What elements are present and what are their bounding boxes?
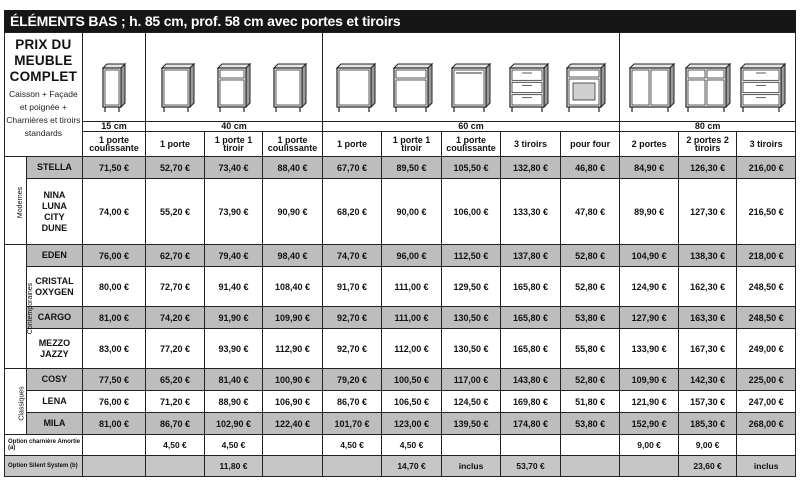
- price-cell: 73,40 €: [204, 157, 263, 179]
- price-cell: 268,00 €: [737, 413, 796, 435]
- section-label-cell: [5, 245, 35, 369]
- corner-info: [5, 33, 83, 157]
- price-cell: 71,50 €: [82, 157, 146, 179]
- price-cell: 83,00 €: [82, 329, 146, 369]
- price-cell: 96,00 €: [382, 245, 442, 267]
- option-price-cell: 14,70 €: [382, 456, 442, 477]
- option-row: [5, 435, 796, 456]
- price-cell: 139,50 €: [441, 413, 501, 435]
- width-row: [5, 122, 796, 132]
- price-cell: 74,70 €: [322, 245, 382, 267]
- model-name: LENA: [27, 391, 83, 413]
- price-cell: 129,50 €: [441, 267, 501, 307]
- section-label: Classiques: [18, 385, 26, 421]
- price-cell: 91,40 €: [204, 267, 263, 307]
- price-cell: 100,50 €: [382, 369, 442, 391]
- model-row: [5, 179, 796, 245]
- section-label-cell: [5, 369, 27, 435]
- price-cell: 79,20 €: [322, 369, 382, 391]
- option-price-cell: [560, 456, 620, 477]
- price-cell: 142,30 €: [678, 369, 737, 391]
- price-cell: 86,70 €: [322, 391, 382, 413]
- price-cell: 165,80 €: [501, 329, 561, 369]
- model-name: COSY: [27, 369, 83, 391]
- price-cell: 108,40 €: [263, 267, 323, 307]
- price-cell: 104,90 €: [620, 245, 679, 267]
- option-label: Option Silent System (b): [5, 456, 83, 477]
- option-price-cell: 4,50 €: [146, 435, 205, 456]
- price-cell: 80,00 €: [82, 267, 146, 307]
- price-cell: 111,00 €: [382, 267, 442, 307]
- cabinet-sliding-narrow-icon: [102, 63, 126, 113]
- option-price-cell: [82, 435, 146, 456]
- cabinet-2-doors-icon: [629, 63, 675, 113]
- model-row: [5, 245, 796, 267]
- price-cell: 225,00 €: [737, 369, 796, 391]
- price-cell: 216,00 €: [737, 157, 796, 179]
- variant-label: 1 porte 1 tiroir: [382, 132, 442, 157]
- corner-heading: PRIX DU MEUBLE COMPLET: [9, 37, 78, 84]
- width-group-0: [82, 33, 146, 122]
- price-cell: 216,50 €: [737, 179, 796, 245]
- option-label: Option charnière Amortie (a): [5, 435, 83, 456]
- price-cell: 162,30 €: [678, 267, 737, 307]
- variant-label: 1 porte coulissante: [441, 132, 501, 157]
- price-cell: 130,50 €: [441, 307, 501, 329]
- price-cell: 248,50 €: [737, 307, 796, 329]
- price-cell: 109,90 €: [620, 369, 679, 391]
- model-row: [5, 369, 796, 391]
- price-cell: 123,00 €: [382, 413, 442, 435]
- price-cell: 76,00 €: [82, 245, 146, 267]
- variant-label: 3 tiroirs: [737, 132, 796, 157]
- option-price-cell: [146, 456, 205, 477]
- price-cell: 157,30 €: [678, 391, 737, 413]
- option-price-cell: [263, 456, 323, 477]
- price-cell: 55,20 €: [146, 179, 205, 245]
- price-cell: 165,80 €: [501, 307, 561, 329]
- price-cell: 138,30 €: [678, 245, 737, 267]
- variant-label: 1 porte coulissante: [263, 132, 323, 157]
- price-cell: 90,90 €: [263, 179, 323, 245]
- price-cell: 126,30 €: [678, 157, 737, 179]
- variant-label: 1 porte coulissante: [82, 132, 146, 157]
- price-cell: 124,90 €: [620, 267, 679, 307]
- price-cell: 105,50 €: [441, 157, 501, 179]
- variant-label: pour four: [560, 132, 620, 157]
- price-cell: 88,90 €: [204, 391, 263, 413]
- cabinet-2-doors-2-drawers-icon: [685, 63, 731, 113]
- price-cell: 62,70 €: [146, 245, 205, 267]
- price-cell: 89,50 €: [382, 157, 442, 179]
- option-price-cell: [263, 435, 323, 456]
- price-cell: 77,50 €: [82, 369, 146, 391]
- price-cell: 55,80 €: [560, 329, 620, 369]
- price-cell: 109,90 €: [263, 307, 323, 329]
- model-name: CRISTAL OXYGEN: [27, 267, 83, 307]
- cabinet-1-door-icon: [161, 63, 195, 113]
- width-group-3: [620, 33, 796, 122]
- option-price-cell: 9,00 €: [678, 435, 737, 456]
- price-cell: 112,50 €: [441, 245, 501, 267]
- price-cell: 127,90 €: [620, 307, 679, 329]
- price-cell: 74,00 €: [82, 179, 146, 245]
- price-cell: 106,90 €: [263, 391, 323, 413]
- variant-label: 1 porte: [146, 132, 205, 157]
- price-cell: 84,90 €: [620, 157, 679, 179]
- price-table: [4, 32, 796, 477]
- cabinet-1-door-1-drawer-icon: [393, 63, 433, 113]
- option-price-cell: [501, 435, 561, 456]
- width-label: 80 cm: [620, 122, 796, 132]
- price-cell: 133,30 €: [501, 179, 561, 245]
- model-row: [5, 307, 796, 329]
- price-cell: 89,90 €: [620, 179, 679, 245]
- cabinet-3-drawers-icon: [740, 63, 786, 113]
- model-row: [5, 329, 796, 369]
- cabinet-oven-icon: [566, 63, 606, 113]
- variant-label: 1 porte 1 tiroir: [204, 132, 263, 157]
- price-cell: 52,80 €: [560, 267, 620, 307]
- price-cell: 53,80 €: [560, 413, 620, 435]
- price-cell: 73,90 €: [204, 179, 263, 245]
- width-label: 15 cm: [82, 122, 146, 132]
- price-cell: 52,70 €: [146, 157, 205, 179]
- width-group-1: [146, 33, 323, 122]
- option-price-cell: 9,00 €: [620, 435, 679, 456]
- price-cell: 91,70 €: [322, 267, 382, 307]
- price-cell: 218,00 €: [737, 245, 796, 267]
- option-price-cell: 53,70 €: [501, 456, 561, 477]
- option-row: [5, 456, 796, 477]
- price-cell: 165,80 €: [501, 267, 561, 307]
- option-price-cell: 4,50 €: [204, 435, 263, 456]
- price-cell: 102,90 €: [204, 413, 263, 435]
- option-price-cell: inclus: [737, 456, 796, 477]
- option-price-cell: [737, 435, 796, 456]
- price-cell: 77,20 €: [146, 329, 205, 369]
- page-title: ÉLÉMENTS BAS ; h. 85 cm, prof. 58 cm avec portes et tiroirs: [4, 10, 796, 32]
- cabinet-3-drawers-icon: [509, 63, 549, 113]
- price-cell: 163,30 €: [678, 307, 737, 329]
- price-cell: 91,90 €: [204, 307, 263, 329]
- option-price-cell: 4,50 €: [382, 435, 442, 456]
- price-cell: 122,40 €: [263, 413, 323, 435]
- price-cell: 133,90 €: [620, 329, 679, 369]
- price-cell: 132,80 €: [501, 157, 561, 179]
- price-cell: 88,40 €: [263, 157, 323, 179]
- price-cell: 247,00 €: [737, 391, 796, 413]
- cabinet-1-door-1-drawer-icon: [217, 63, 251, 113]
- price-cell: 249,00 €: [737, 329, 796, 369]
- price-cell: 106,00 €: [441, 179, 501, 245]
- corner-description: Caisson + Façade et poignée + Charnières et tiroirs standards: [6, 89, 81, 138]
- price-cell: 106,50 €: [382, 391, 442, 413]
- section-label: Modernes: [17, 186, 25, 218]
- cabinet-sliding-icon: [451, 63, 491, 113]
- price-cell: 101,70 €: [322, 413, 382, 435]
- variant-label: 1 porte: [322, 132, 382, 157]
- price-cell: 72,70 €: [146, 267, 205, 307]
- model-name: STELLA: [27, 157, 83, 179]
- model-name: MILA: [27, 413, 83, 435]
- price-cell: 112,90 €: [263, 329, 323, 369]
- price-cell: 248,50 €: [737, 267, 796, 307]
- model-row: [5, 391, 796, 413]
- price-cell: 174,80 €: [501, 413, 561, 435]
- option-price-cell: [322, 456, 382, 477]
- price-cell: 100,90 €: [263, 369, 323, 391]
- price-cell: 93,90 €: [204, 329, 263, 369]
- price-cell: 92,70 €: [322, 329, 382, 369]
- price-cell: 67,70 €: [322, 157, 382, 179]
- price-cell: 112,00 €: [382, 329, 442, 369]
- price-cell: 130,50 €: [441, 329, 501, 369]
- price-cell: 76,00 €: [82, 391, 146, 413]
- option-price-cell: 11,80 €: [204, 456, 263, 477]
- price-cell: 90,00 €: [382, 179, 442, 245]
- model-row: [5, 267, 796, 307]
- model-name: NINA LUNA CITY DUNE: [27, 179, 83, 245]
- price-cell: 52,80 €: [560, 245, 620, 267]
- variant-label: 3 tiroirs: [501, 132, 561, 157]
- cabinet-sliding-icon: [273, 63, 307, 113]
- price-cell: 124,50 €: [441, 391, 501, 413]
- price-cell: 92,70 €: [322, 307, 382, 329]
- variant-label: 2 portes: [620, 132, 679, 157]
- option-price-cell: 23,60 €: [678, 456, 737, 477]
- price-cell: 117,00 €: [441, 369, 501, 391]
- price-cell: 81,40 €: [204, 369, 263, 391]
- price-cell: 46,80 €: [560, 157, 620, 179]
- width-label: 40 cm: [146, 122, 323, 132]
- price-cell: 111,00 €: [382, 307, 442, 329]
- variant-label: 2 portes 2 tiroirs: [678, 132, 737, 157]
- price-cell: 98,40 €: [263, 245, 323, 267]
- model-row: [5, 413, 796, 435]
- model-name: EDEN: [27, 245, 83, 267]
- price-cell: 167,30 €: [678, 329, 737, 369]
- price-cell: 152,90 €: [620, 413, 679, 435]
- price-cell: 74,20 €: [146, 307, 205, 329]
- price-cell: 143,80 €: [501, 369, 561, 391]
- thumbnail-row: [5, 33, 796, 122]
- price-cell: 81,00 €: [82, 307, 146, 329]
- cabinet-1-door-icon: [336, 63, 376, 113]
- variant-row: [5, 132, 796, 157]
- price-cell: 51,80 €: [560, 391, 620, 413]
- price-cell: 169,80 €: [501, 391, 561, 413]
- option-price-cell: 4,50 €: [322, 435, 382, 456]
- option-price-cell: inclus: [441, 456, 501, 477]
- section-label: Contemporaines: [27, 282, 35, 334]
- price-cell: 53,80 €: [560, 307, 620, 329]
- option-price-cell: [441, 435, 501, 456]
- price-cell: 52,80 €: [560, 369, 620, 391]
- price-cell: 68,20 €: [322, 179, 382, 245]
- model-name: CARGO: [27, 307, 83, 329]
- price-cell: 127,30 €: [678, 179, 737, 245]
- price-cell: 47,80 €: [560, 179, 620, 245]
- option-price-cell: [620, 456, 679, 477]
- option-price-cell: [82, 456, 146, 477]
- price-cell: 81,00 €: [82, 413, 146, 435]
- price-cell: 121,90 €: [620, 391, 679, 413]
- model-row: [5, 157, 796, 179]
- price-cell: 79,40 €: [204, 245, 263, 267]
- width-label: 60 cm: [322, 122, 620, 132]
- option-price-cell: [560, 435, 620, 456]
- section-label-cell: [5, 157, 27, 245]
- model-name: MEZZO JAZZY: [27, 329, 83, 369]
- price-cell: 137,80 €: [501, 245, 561, 267]
- price-cell: 86,70 €: [146, 413, 205, 435]
- width-group-2: [322, 33, 620, 122]
- price-cell: 185,30 €: [678, 413, 737, 435]
- price-cell: 71,20 €: [146, 391, 205, 413]
- price-cell: 65,20 €: [146, 369, 205, 391]
